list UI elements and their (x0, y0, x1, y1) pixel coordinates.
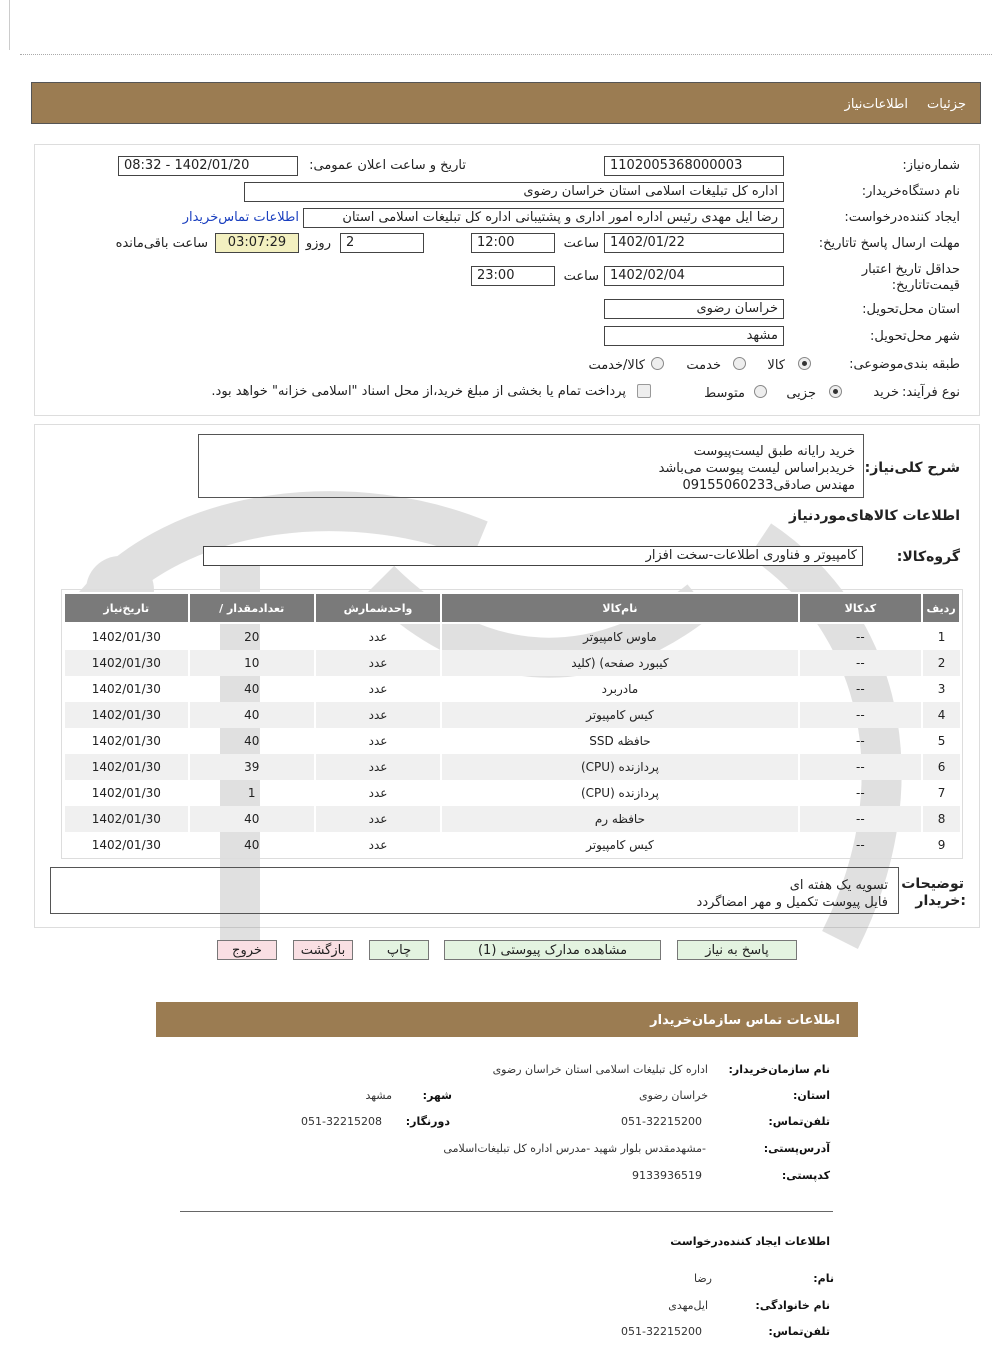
category-service-radio[interactable] (733, 357, 746, 370)
creator-phone: 051-32215200 (621, 1325, 702, 1338)
date-cell: 1402/01/30 (64, 780, 189, 806)
category-goods-radio[interactable] (798, 357, 811, 370)
process-label: نوع فرآیند: (902, 385, 960, 400)
deadline-label: مهلت ارسال پاسخ تا‌تاریخ: (818, 236, 960, 251)
row-number-cell: 1 (922, 623, 960, 650)
contact-address: -مشهدمقدس بلوار شهید -مدرس اداره کل تبلیغات‌اسلامی (443, 1142, 706, 1155)
row-number-cell: 9 (922, 832, 960, 858)
reply-button[interactable]: پاسخ به نیاز (677, 940, 797, 960)
contact-org-label: نام سازمان‌خریدار: (728, 1063, 830, 1076)
creator-name: رضا (693, 1272, 712, 1285)
table-row (64, 623, 960, 650)
qty-cell: 40 (189, 702, 315, 728)
buyer-org-field: اداره کل تبلیغات اسلامی استان خراسان رضوی (244, 182, 784, 202)
divider (20, 54, 992, 55)
contact-postal-label: کد‌پستی: (781, 1169, 830, 1182)
contact-divider (180, 1211, 833, 1212)
unit-cell: عدد (315, 728, 442, 754)
buyer-notes-line-1: تسویه یک هفته ای (789, 878, 888, 893)
province-field: خراسان رضوی (604, 299, 784, 319)
name-cell: ماوس کامپیوتر (441, 623, 798, 650)
name-cell: کیبورد صفحه) (کلید (441, 650, 798, 676)
process-medium-label: متوسط (704, 386, 745, 401)
code-cell: -- (799, 780, 923, 806)
row-number-cell: 5 (922, 728, 960, 754)
col-qty: تعداد‌مقدار / (189, 593, 315, 623)
unit-cell: عدد (315, 754, 442, 780)
col-unit: واحدشمارش (315, 593, 442, 623)
buyer-org-label: نام دستگاه‌خریدار: (861, 184, 960, 199)
name-cell: حافظه رم (441, 806, 798, 832)
items-table (63, 592, 961, 858)
need-no-field: 1102005368000003 (604, 156, 784, 176)
creator-family: ایل‌مهدی (668, 1299, 708, 1312)
qty-cell: 40 (189, 728, 315, 754)
category-goods-label: کالا (767, 358, 785, 373)
qty-cell: 40 (189, 832, 315, 858)
code-cell: -- (799, 676, 923, 702)
unit-cell: عدد (315, 702, 442, 728)
buyer-notes-line-2: فایل پیوست تکمیل و مهر امضاگردد (696, 895, 888, 910)
row-number-cell: 4 (922, 702, 960, 728)
process-medium-radio[interactable] (754, 385, 767, 398)
date-cell: 1402/01/30 (64, 754, 189, 780)
page-border (9, 0, 10, 50)
treasury-note: پرداخت تمام یا بخشی از مبلغ خرید،از محل اسناد "اسلامی خزانه" خواهد بود. (211, 384, 626, 399)
qty-cell: 40 (189, 676, 315, 702)
table-row (64, 650, 960, 676)
province-label: استان محل‌تحویل: (862, 302, 960, 317)
qty-cell: 39 (189, 754, 315, 780)
row-number-cell: 2 (922, 650, 960, 676)
goods-section-title: اطلاعات کالاهای‌مورد‌نیاز (789, 508, 960, 524)
category-both-label: کالا/خدمت (588, 358, 645, 373)
attachments-button[interactable]: مشاهده مدارک پیوستی (1) (444, 940, 661, 960)
goods-group-label: گروه‌کالا: (896, 549, 960, 565)
table-row (64, 728, 960, 754)
contact-phone: 051-32215200 (621, 1115, 702, 1128)
row-number-cell: 7 (922, 780, 960, 806)
contact-city: مشهد (365, 1089, 392, 1102)
buyer-notes-box (50, 867, 899, 914)
contact-title: اطلاعات تماس سازمان‌خریدار (650, 1013, 840, 1028)
process-small-radio[interactable] (829, 385, 842, 398)
name-cell: مادربرد (441, 676, 798, 702)
contact-org: اداره کل تبلیغات اسلامی استان خراسان رضوی (492, 1063, 708, 1076)
deadline-time: 12:00 (471, 233, 555, 253)
row-number-cell: 6 (922, 754, 960, 780)
description-box (198, 434, 864, 498)
qty-cell: 10 (189, 650, 315, 676)
col-code: کدکالا (799, 593, 923, 623)
unit-cell: عدد (315, 676, 442, 702)
table-row (64, 806, 960, 832)
buyer-notes-label-1: توضیحات (901, 876, 964, 892)
description-line-3: مهندس صادقی09155060233 (682, 478, 855, 493)
unit-cell: عدد (315, 832, 442, 858)
name-cell: پردازنده (CPU) (441, 754, 798, 780)
validity-date: 1402/02/04 (604, 266, 784, 286)
name-cell: حافظه SSD (441, 728, 798, 754)
description-line-1: خرید رایانه طبق لیست‌پیوست (693, 444, 855, 459)
unit-cell: عدد (315, 780, 442, 806)
validity-label: حداقل تاریخ اعتبار قیمت‌تا‌تاریخ: (861, 262, 960, 293)
code-cell: -- (799, 728, 923, 754)
requester-label: ایجاد کننده‌درخواست: (844, 210, 960, 225)
table-row (64, 676, 960, 702)
page-header (31, 82, 981, 124)
qty-cell: 1 (189, 780, 315, 806)
table-row (64, 832, 960, 858)
date-cell: 1402/01/30 (64, 806, 189, 832)
col-row: ردیف (922, 593, 960, 623)
contact-header (156, 1002, 858, 1037)
requester-field: رضا ایل مهدی رئیس اداره امور اداری و پشتیبانی اداره کل تبلیغات اسلامی استان (303, 208, 784, 228)
remaining-timer: 03:07:29 (215, 233, 299, 253)
process-small-label: جزیی (786, 386, 816, 401)
contact-address-label: آدرس‌پستی: (763, 1142, 830, 1155)
category-both-radio[interactable] (651, 357, 664, 370)
deadline-time-label: ساعت (563, 236, 599, 251)
validity-time: 23:00 (471, 266, 555, 286)
print-button[interactable]: چاپ (369, 940, 429, 960)
tab-need-info[interactable]: اطلاعات‌نیاز (844, 97, 908, 112)
date-cell: 1402/01/30 (64, 650, 189, 676)
creator-phone-label: تلفن‌تماس: (768, 1325, 830, 1338)
date-cell: 1402/01/30 (64, 702, 189, 728)
need-no-label: شماره‌نیاز: (902, 158, 960, 173)
buyer-notes-label-2: :خریدار (915, 893, 966, 909)
code-cell: -- (799, 806, 923, 832)
creator-family-label: نام خانوادگی: (755, 1299, 830, 1312)
category-service-label: خدمت (686, 358, 721, 373)
contact-province: خراسان رضوی (638, 1089, 708, 1102)
contact-postal: 9133936519 (632, 1169, 702, 1182)
category-label: طبقه بندی‌موضوعی: (849, 357, 960, 372)
buyer-contact-link[interactable]: اطلاعات تماس‌خریدار (182, 210, 299, 225)
table-row (64, 780, 960, 806)
process-buy-label: خرید (873, 385, 899, 400)
date-cell: 1402/01/30 (64, 728, 189, 754)
contact-fax-label: دورنگار: (405, 1115, 450, 1128)
goods-group-field: کامپیوتر و فناوری اطلاعات-سخت افزار (203, 546, 863, 566)
tab-details[interactable]: جزئیات (927, 97, 966, 112)
code-cell: -- (799, 650, 923, 676)
date-cell: 1402/01/30 (64, 623, 189, 650)
back-button[interactable]: بازگشت (293, 940, 353, 960)
creator-title: اطلاعات ایجاد کننده‌درخواست (670, 1235, 830, 1248)
exit-button[interactable]: خروج (217, 940, 277, 960)
row-number-cell: 3 (922, 676, 960, 702)
announce-field: 1402/01/20 - 08:32 (118, 156, 298, 176)
qty-cell: 20 (189, 623, 315, 650)
qty-cell: 40 (189, 806, 315, 832)
table-row (64, 702, 960, 728)
code-cell: -- (799, 754, 923, 780)
code-cell: -- (799, 623, 923, 650)
days-field: 2 (340, 233, 424, 253)
code-cell: -- (799, 702, 923, 728)
table-row (64, 754, 960, 780)
creator-name-label: نام: (813, 1272, 834, 1285)
city-label: شهر محل‌تحویل: (870, 329, 960, 344)
unit-cell: عدد (315, 623, 442, 650)
contact-city-label: شهر: (422, 1089, 452, 1102)
description-line-2: خرید‌براساس لیست پیوست می‌باشد (658, 461, 855, 476)
remaining-label: ساعت باقی‌مانده (115, 236, 208, 251)
validity-time-label: ساعت (563, 269, 599, 284)
city-field: مشهد (604, 326, 784, 346)
name-cell: کیس کامپیوتر (441, 832, 798, 858)
row-number-cell: 8 (922, 806, 960, 832)
contact-phone-label: تلفن‌تماس: (768, 1115, 830, 1128)
days-label: روزو (305, 236, 331, 251)
treasury-checkbox[interactable] (637, 384, 651, 398)
unit-cell: عدد (315, 806, 442, 832)
contact-province-label: استان: (793, 1089, 830, 1102)
date-cell: 1402/01/30 (64, 832, 189, 858)
contact-fax: 051-32215208 (301, 1115, 382, 1128)
date-cell: 1402/01/30 (64, 676, 189, 702)
deadline-date: 1402/01/22 (604, 233, 784, 253)
name-cell: کیس کامپیوتر (441, 702, 798, 728)
description-label: شرح کلی‌نیاز: (864, 460, 960, 476)
col-date: تاریخ‌نیاز (64, 593, 189, 623)
announce-label: تاریخ و ساعت اعلان عمومی: (309, 158, 466, 173)
unit-cell: عدد (315, 650, 442, 676)
name-cell: پردازنده (CPU) (441, 780, 798, 806)
code-cell: -- (799, 832, 923, 858)
col-name: نام‌کالا (441, 593, 798, 623)
